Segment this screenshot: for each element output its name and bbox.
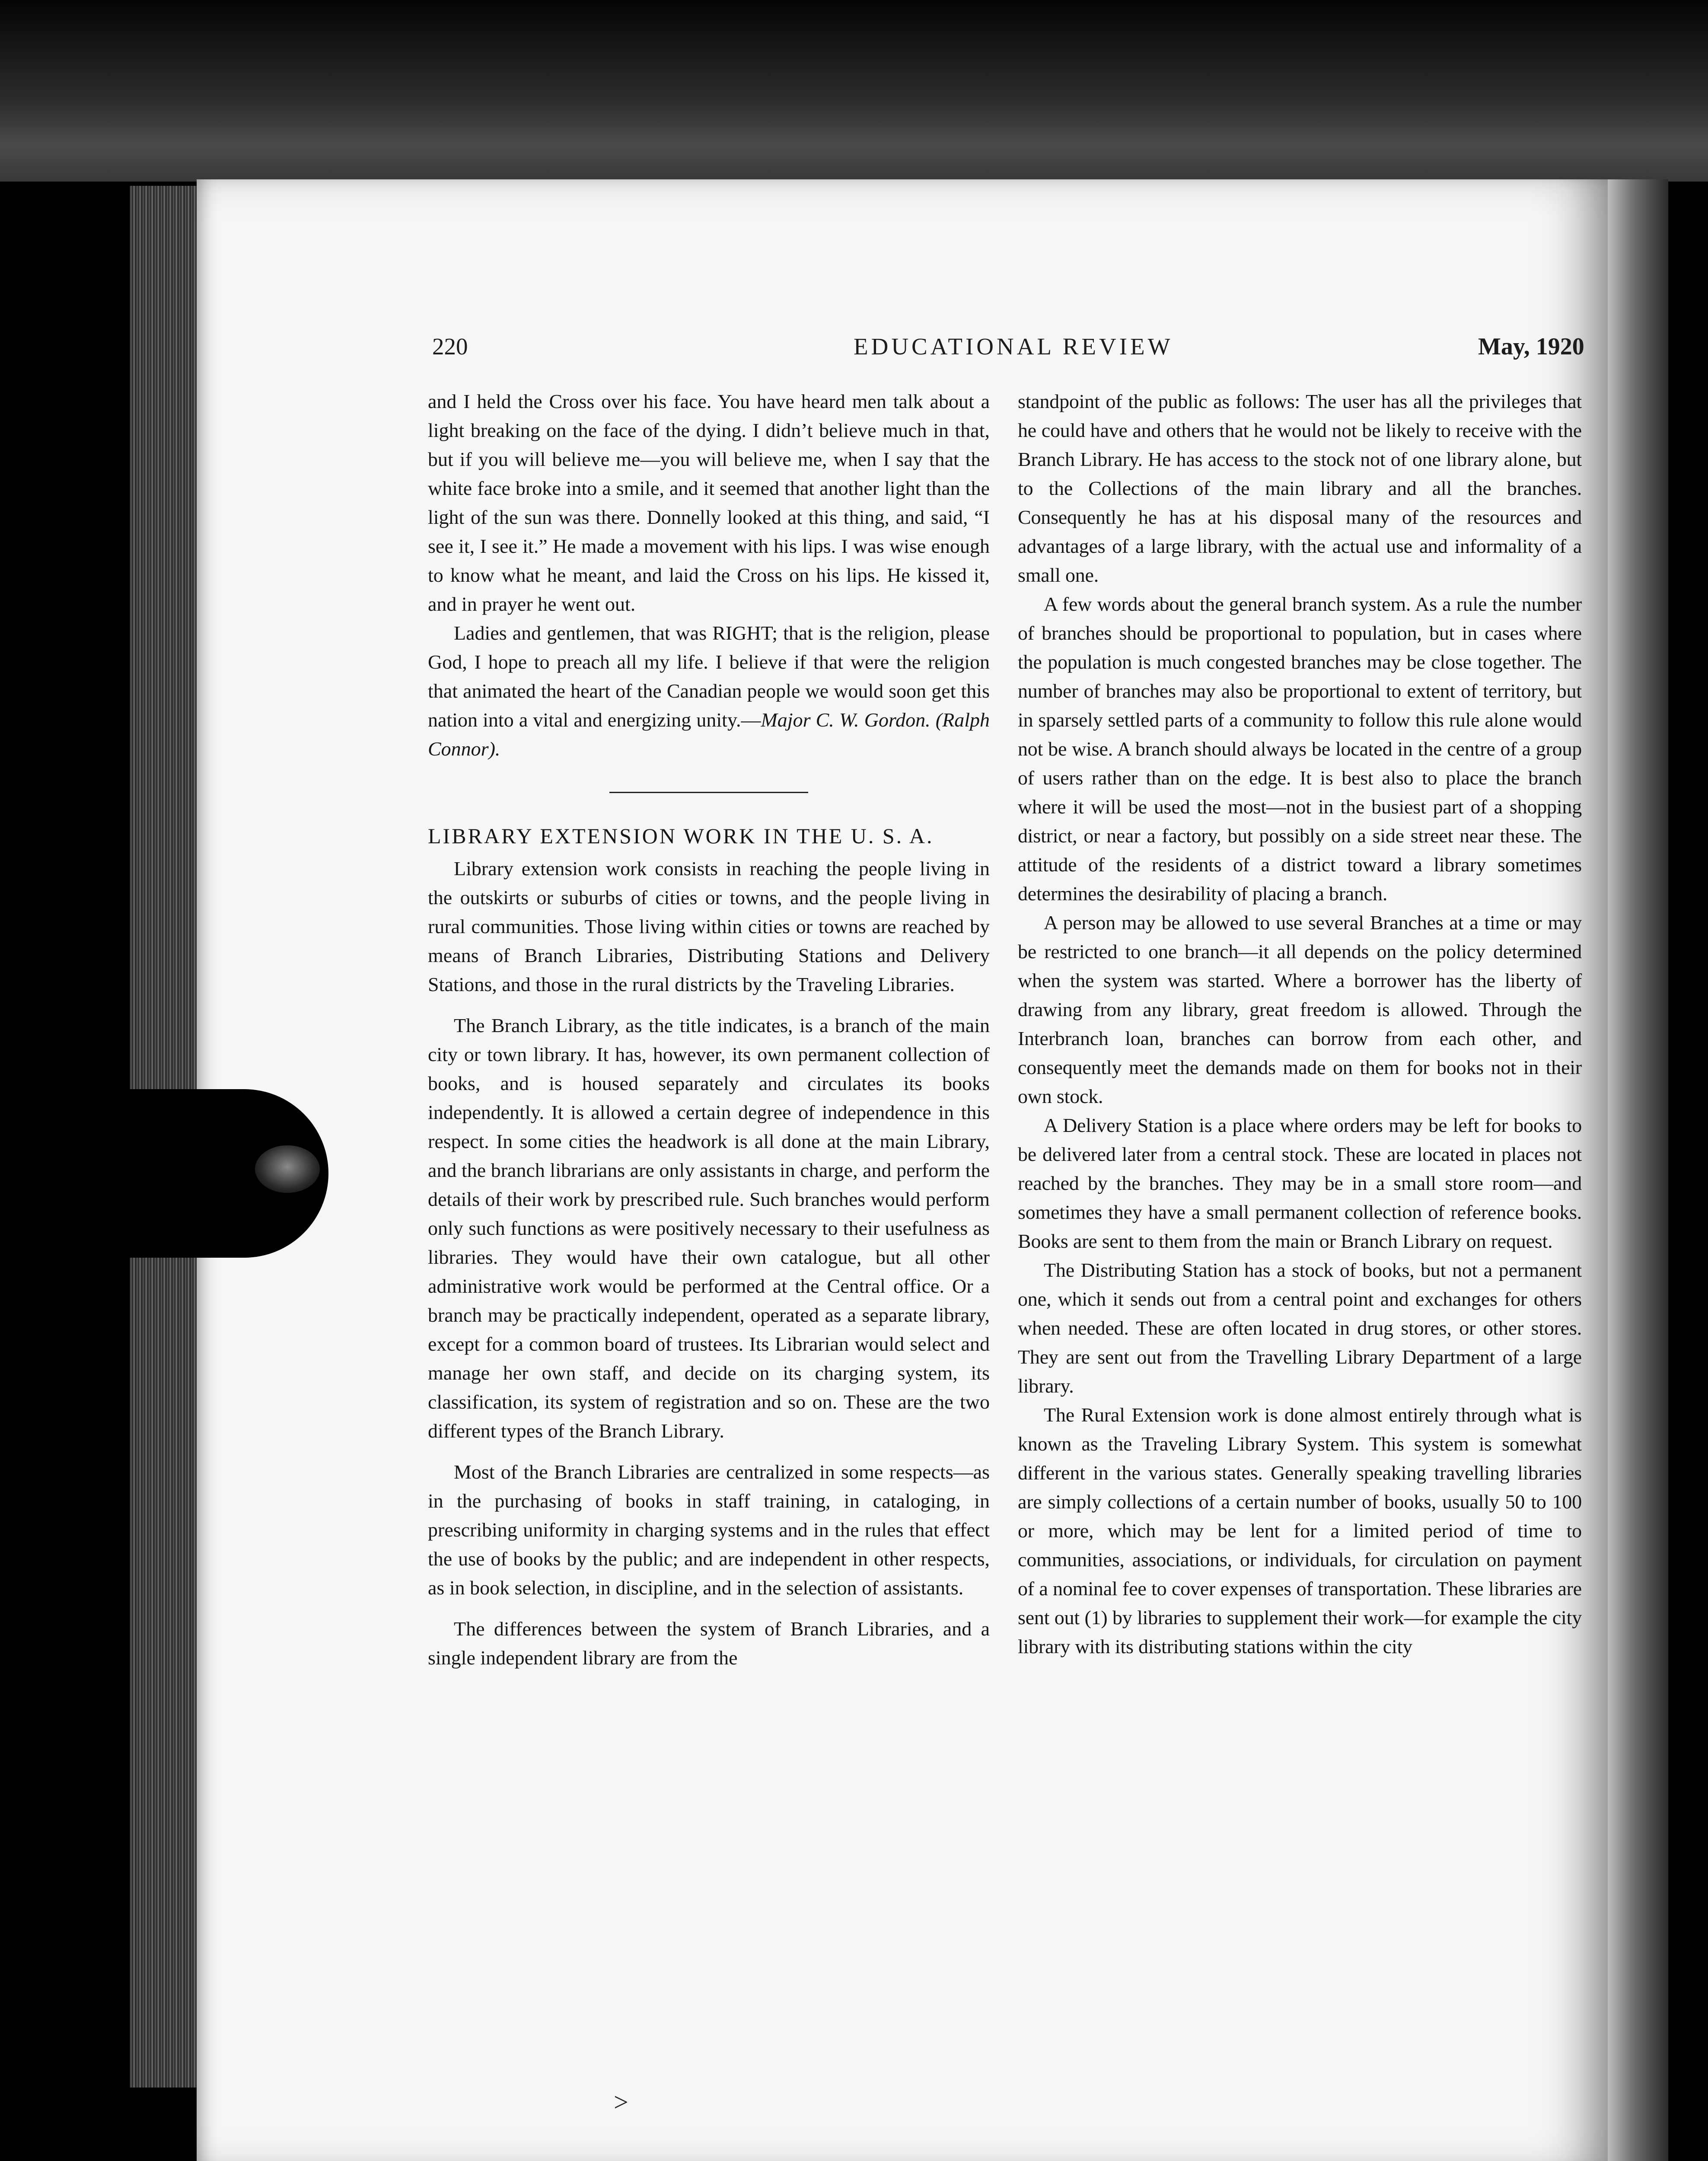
journal-title: EDUCATIONAL REVIEW	[854, 333, 1173, 360]
paragraph: The Rural Extension work is done almost entirely through what is known as the Traveling Library System. This system is somewhat different in the various states. Generally speaking travelling libraries are simply collections of a certain number of books, usually 50 to 100 or more, which may be lent for a limited period of time to communities, associations, or individuals, for circulation on payment of a nominal fee to cover expenses of transportation. These libraries are sent out (1) by libraries to supplement their work—for example the city library with its distributing stations within the city	[1018, 1404, 1582, 1657]
paragraph-text: Ladies and gentlemen, that was RIGHT; that is the religion, please God, I hope to preach all my life. I believe if that were the religion that animated the heart of the Canadian people we would soon get this nation into a vital and energizing unity.—	[428, 622, 990, 731]
paragraph: A person may be allowed to use several Branches at a time or may be restricted to one branch—it all depends on the policy determined when the system was started. Where a borrower has the liberty of drawing from any library, great freedom is allowed. Through the Interbranch loan, branches can borrow from each other, and consequently meet the demands made on them for books not in their own stock.	[1018, 912, 1582, 1107]
page-number: 220	[432, 333, 468, 360]
paragraph: The differences between the system of Branch Libraries, and a single independent library are from the	[428, 1618, 990, 1669]
paragraph: Library extension work consists in reaching the people living in the outskirts or suburbs of cities or towns, and the people living in rural communities. Those living within cities or towns are reached by means of Branch Libraries, Distributing Stations and Delivery Stations, and those in the rural districts by the Traveling Libraries.	[428, 857, 990, 995]
paragraph: The Branch Library, as the title indicates, is a branch of the main city or town library. It has, however, its own permanent collection of books, and is housed separately and circulates its books independently. It is allowed a certain degree of independence in this respect. In some cities the headwork is all done at the main Library, and the branch librarians are only assistants in charge, and perform the details of their work by prescribed rule. Such branches would perform only such functions as were positively necessary to their usefulness as libraries. They would have their own catalogue, but all other administrative work would be performed at the Central office. Or a branch may be practically independent, operated as a separate library, except for a common board of trustees. Its Librarian would select and manage her own staff, and decide on its charging system, its classification, its system of registration and so on. These are the two different types of the Branch Library.	[428, 1014, 990, 1442]
paragraph: A few words about the general branch system. As a rule the number of branches should be proportional to population, but in cases where the population is much congested branches may be close together. The number of branches may also be proportional to extent of territory, but in sparsely settled parts of a community to follow this rule alone would not be wise. A branch should always be located in the centre of a group of users rather than on the edge. It is best also to place the branch where it will be used the most—not in the busiest part of a shopping district, or near a factory, but possibly on a side street near these. The attitude of the residents of a district toward a library sometimes determines the desirability of placing a branch.	[1018, 593, 1582, 905]
scanner-background-top	[0, 0, 1708, 182]
section-title: LIBRARY EXTENSION WORK IN THE U. S. A.	[428, 824, 934, 848]
paragraph	[428, 618, 990, 763]
paragraph: Most of the Branch Libraries are centralized in some respects—as in the purchasing of books in staff training, in cataloging, in prescribing uniformity in charging systems and in the rules that effect the use of books by the public; and are independent in other respects, as in book selection, in discipline, and in the selection of assistants.	[428, 1461, 990, 1599]
margin-mark: >	[614, 2088, 628, 2116]
page-gutter-shadow	[1608, 179, 1668, 2161]
byline: Major C. W. Gordon. (Ralph Connor).	[428, 709, 990, 760]
paragraph: standpoint of the public as follows: The user has all the privileges that he could have and others that he would not be likely to receive with the Branch Library. He has access to the stock not of one library alone, but to the Collections of the main library and all the branches. Consequently he has at his disposal many of the resources and advantages of a large library, with the actual use and informality of a small one.	[1018, 390, 1582, 586]
paragraph: A Delivery Station is a place where orders may be left for books to be delivered later from a central stock. These are located in places not reached by the branches. They may be in a small store room—and sometimes they have a small permanent collection of reference books. Books are sent to them from the main or Branch Library on request.	[1018, 1114, 1582, 1252]
issue-date: May, 1920	[1478, 333, 1584, 360]
right-column	[1018, 387, 1582, 1661]
section-divider	[609, 792, 808, 793]
paragraph: and I held the Cross over his face. You have heard men talk about a light breaking on the face of the dying. I didn’t believe much in that, but if you will believe me—you will believe me, when I say that the white face broke into a smile, and it seemed that another light than the light of the sun was there. Donnelly looked at this thing, and said, “I see it, I see it.” He made a movement with his lips. I was wise enough to know what he meant, and laid the Cross on his lips. He kissed it, and in prayer he went out.	[428, 390, 990, 615]
left-column	[428, 387, 990, 1672]
paragraph: The Distributing Station has a stock of books, but not a permanent one, which it sends out from a central point and exchanges for others when needed. These are often located in drug stores, or other stores. They are sent out from the Travelling Library Department of a large library.	[1018, 1259, 1582, 1397]
thumb-highlight	[255, 1145, 320, 1193]
